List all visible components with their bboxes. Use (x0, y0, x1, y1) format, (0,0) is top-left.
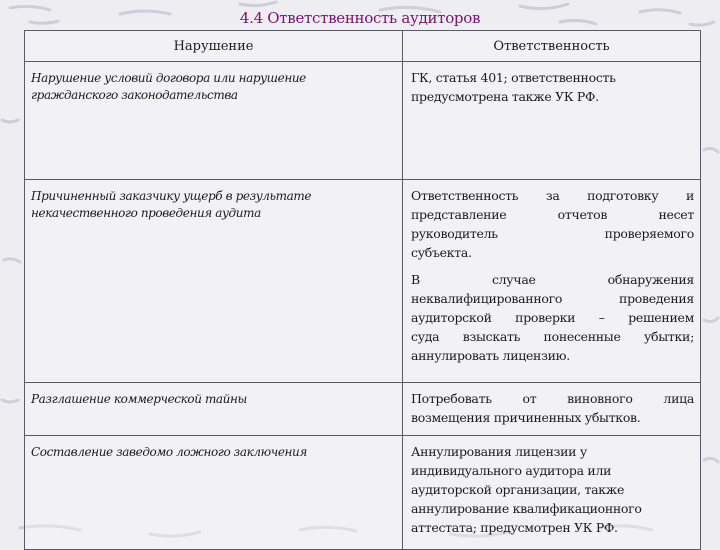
text-line: Нарушение условий договора или нарушение (31, 71, 306, 85)
text-line: предусмотрена также УК РФ. (411, 89, 599, 104)
text-line: В случае обнаружения (411, 272, 694, 287)
responsibility-cell (403, 436, 701, 550)
violation-cell (25, 62, 403, 180)
text-line: неквалифицированного проведения (411, 291, 694, 306)
text-line: Разглашение коммерческой тайны (31, 392, 247, 406)
text-line: возмещения причиненных убытков. (411, 410, 641, 425)
table-row (25, 383, 701, 436)
text-line: индивидуального аудитора или (411, 463, 612, 478)
text-line: ГК, статья 401; ответственность (411, 70, 616, 85)
table-row (25, 62, 701, 180)
text-line: Ответственность за подготовку и (411, 188, 694, 203)
responsibility-cell (403, 383, 701, 436)
text-line: некачественного проведения аудита (31, 206, 261, 220)
text-line: суда взыскать понесенные убытки; (411, 329, 694, 344)
text-line: субъекта. (411, 245, 472, 260)
responsibility-cell (403, 180, 701, 383)
text-line: представление отчетов несет (411, 207, 694, 222)
text-line: Составление заведомо ложного заключения (31, 445, 307, 459)
text-line: аннулирование квалификационного (411, 501, 642, 516)
text-line: гражданского законодательства (31, 88, 238, 102)
text-line: аудиторской проверки – решением (411, 310, 694, 325)
responsibility-cell (403, 62, 701, 180)
violation-cell (25, 383, 403, 436)
table-header-row (25, 31, 701, 62)
table-row (25, 436, 701, 550)
violation-cell (25, 180, 403, 383)
text-line: Аннулирования лицензии у (411, 444, 587, 459)
responsibility-table (24, 30, 701, 550)
text-line: руководитель проверяемого (411, 226, 694, 241)
table-row (25, 180, 701, 383)
text-line: аттестата; предусмотрен УК РФ. (411, 520, 618, 535)
text-line: аудиторской организации, также (411, 482, 625, 497)
violation-cell (25, 436, 403, 550)
slide-title: 4.4 Ответственность аудиторов (239, 9, 481, 27)
header-responsibility: Ответственность (403, 31, 701, 62)
text-line: Причиненный заказчику ущерб в результате (31, 189, 312, 203)
header-violation: Нарушение (25, 31, 403, 62)
text-line: аннулировать лицензию. (411, 348, 570, 363)
text-line: Потребовать от виновного лица (411, 391, 694, 406)
